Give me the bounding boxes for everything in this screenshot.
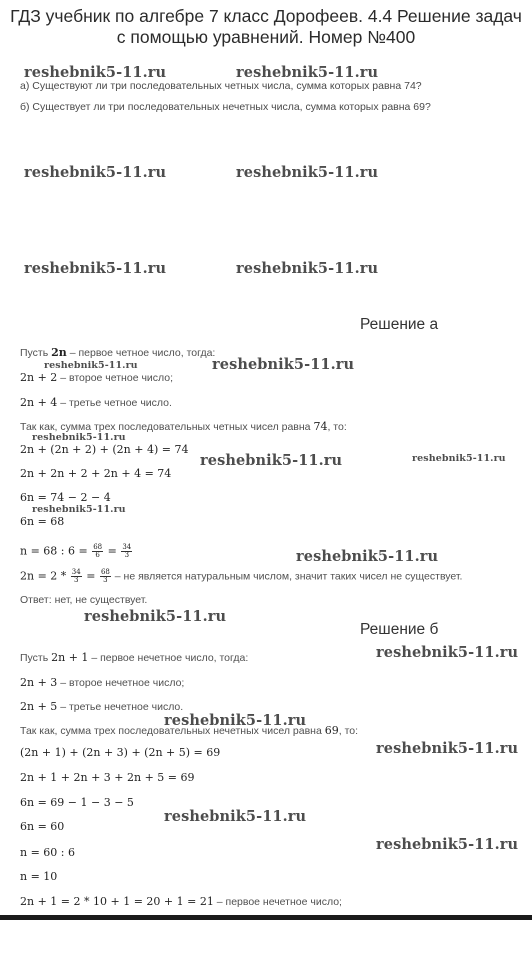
- watermark: reshebnik5-11.ru: [84, 608, 227, 625]
- intro-text: Пусть: [20, 347, 49, 359]
- fraction: [121, 544, 132, 559]
- numerator: 68: [93, 543, 103, 551]
- solution-a-answer: Ответ: нет, не существует.: [20, 594, 148, 606]
- fraction: [100, 569, 111, 584]
- solution-b-eq-1: (2n + 1) + (2n + 3) + (2n + 5) = 69: [20, 746, 221, 759]
- numerator: 34: [122, 543, 132, 551]
- math: 2n + 1 = 2 * 10 + 1 = 20 + 1 = 21: [20, 895, 214, 908]
- left: 2n = 2 *: [20, 569, 70, 583]
- solution-a-line-3: [20, 396, 172, 409]
- solution-a-eq-6: [20, 569, 462, 584]
- solution-b-line-3: [20, 700, 183, 713]
- watermark: reshebnik5-11.ru: [200, 452, 343, 469]
- solution-a-intro: [20, 346, 215, 359]
- left: n = 68 : 6 =: [20, 544, 92, 558]
- solution-b-eq-5: n = 60 : 6: [20, 846, 75, 859]
- solution-b-eq-6: n = 10: [20, 870, 58, 883]
- num: 69: [324, 724, 339, 737]
- solution-b-eq-2: 2n + 1 + 2n + 3 + 2n + 5 = 69: [20, 771, 195, 784]
- math: 2n + 2: [20, 371, 58, 384]
- solution-b-heading: Решение б: [360, 621, 439, 638]
- watermark: reshebnik5-11.ru: [296, 548, 439, 565]
- math: 2n + 3: [20, 676, 58, 689]
- watermark: reshebnik5-11.ru: [24, 260, 167, 277]
- watermark: reshebnik5-11.ru: [164, 712, 307, 729]
- watermark: reshebnik5-11.ru: [44, 360, 138, 371]
- solution-b-eq-4: 6n = 60: [20, 820, 65, 833]
- watermark: reshebnik5-11.ru: [412, 453, 506, 464]
- question-a: а) Существуют ли три последовательных четных числа, сумма которых равна 74?: [20, 80, 422, 92]
- text: – не является натуральным числом, значит таких чисел не существует.: [111, 570, 463, 583]
- num: 74: [313, 420, 328, 433]
- intro-var: 2n: [51, 346, 67, 359]
- question-b: б) Существует ли три последовательных нечетных числа, сумма которых равна 69?: [20, 101, 431, 113]
- intro-text: Пусть: [20, 652, 49, 664]
- text: – первое нечетное число;: [213, 896, 342, 908]
- solution-a-eq-5: [20, 544, 133, 559]
- watermark: reshebnik5-11.ru: [24, 64, 167, 81]
- intro-var: 2n + 1: [51, 651, 89, 664]
- watermark: reshebnik5-11.ru: [236, 64, 379, 81]
- watermark: reshebnik5-11.ru: [236, 260, 379, 277]
- end: , то:: [327, 421, 347, 433]
- watermark: reshebnik5-11.ru: [236, 164, 379, 181]
- numerator: 34: [71, 568, 81, 576]
- solution-a-eq-4: 6n = 68: [20, 515, 65, 528]
- page-title-line-1: ГДЗ учебник по алгебре 7 класс Дорофеев. 4.4 Решение задач: [10, 6, 522, 26]
- denominator: 3: [74, 576, 79, 584]
- solution-b-eq-7: [20, 895, 342, 908]
- denominator: 3: [124, 551, 130, 559]
- watermark: reshebnik5-11.ru: [32, 432, 126, 443]
- watermark: reshebnik5-11.ru: [376, 740, 519, 757]
- watermark: reshebnik5-11.ru: [212, 356, 355, 373]
- solution-b-intro: [20, 651, 248, 664]
- page-title: [0, 6, 532, 48]
- denominator: 6: [95, 551, 100, 559]
- watermark: reshebnik5-11.ru: [376, 836, 519, 853]
- text: – второе четное число;: [57, 372, 174, 384]
- solution-a-heading: Решение а: [360, 316, 439, 333]
- math: 2n + 4: [20, 396, 58, 409]
- numerator: 68: [100, 568, 110, 576]
- solution-a-eq-1: 2n + (2n + 2) + (2n + 4) = 74: [20, 443, 189, 456]
- solution-a-eq-2: 2n + 2n + 2 + 2n + 4 = 74: [20, 467, 172, 480]
- mid: =: [82, 569, 99, 583]
- watermark: reshebnik5-11.ru: [164, 808, 307, 825]
- watermark: reshebnik5-11.ru: [32, 504, 126, 515]
- text: – второе нечетное число;: [57, 677, 185, 689]
- solution-b-line-2: [20, 676, 184, 689]
- watermark: reshebnik5-11.ru: [24, 164, 167, 181]
- solution-a-eq-3: 6n = 74 − 2 − 4: [20, 491, 111, 504]
- intro-rest: – первое четное число, тогда:: [66, 347, 216, 359]
- mid: =: [104, 544, 121, 558]
- solution-a-line-2: [20, 371, 173, 384]
- end: , то:: [338, 725, 359, 737]
- text: – третье четное число.: [57, 397, 172, 409]
- text: Так как, сумма трех последовательных четных чисел равна: [20, 421, 314, 433]
- solution-b-eq-3: 6n = 69 − 1 − 3 − 5: [20, 796, 134, 809]
- page-title-line-2: с помощью уравнений. Номер №400: [116, 27, 416, 47]
- watermark: reshebnik5-11.ru: [376, 644, 519, 661]
- fraction: [92, 544, 103, 559]
- denominator: 3: [103, 576, 108, 584]
- text: – третье нечетное число.: [57, 701, 184, 713]
- solution-b-since: [20, 724, 358, 737]
- intro-rest: – первое нечетное число, тогда:: [88, 652, 249, 664]
- bottom-divider: [0, 915, 532, 920]
- text: Так как, сумма трех последовательных нечетных чисел равна: [20, 725, 325, 737]
- math: 2n + 5: [20, 700, 58, 713]
- fraction: [71, 569, 82, 584]
